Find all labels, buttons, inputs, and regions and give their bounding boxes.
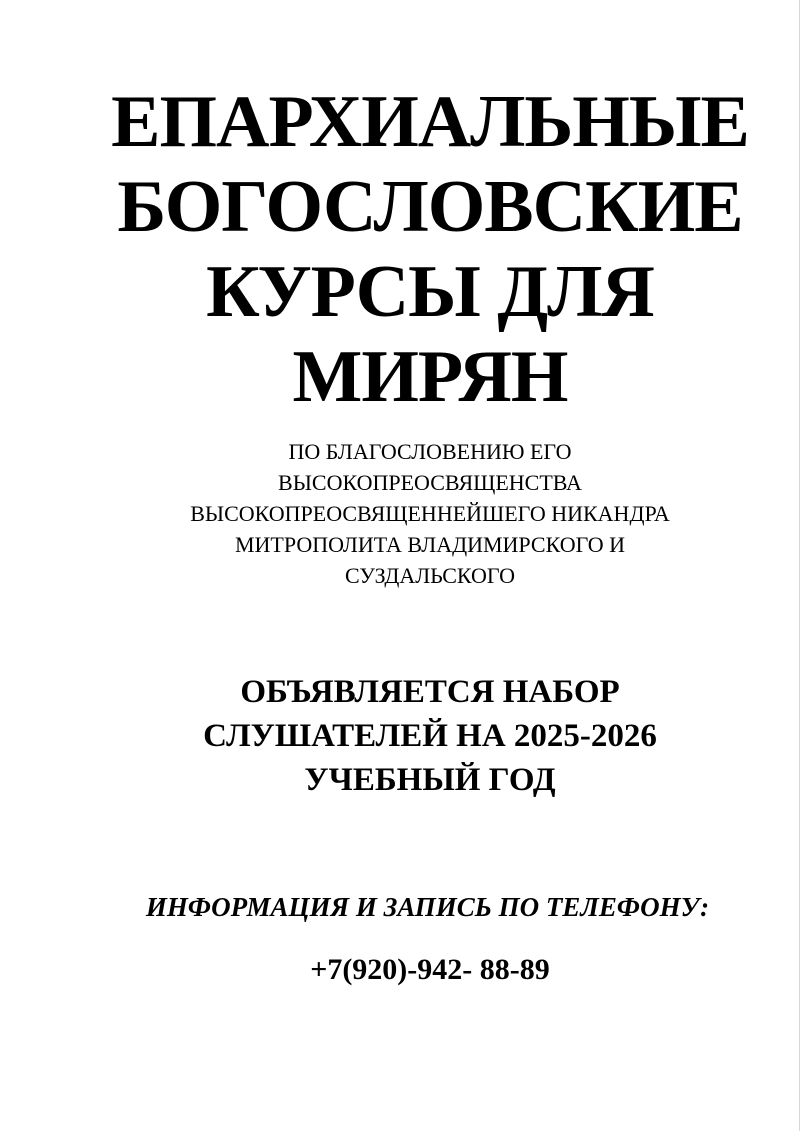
title-line: КУРСЫ ДЛЯ xyxy=(206,251,654,333)
announcement-line: СЛУШАТЕЛЕЙ НА 2025-2026 xyxy=(203,718,657,754)
blessing-line: МИТРОПОЛИТА ВЛАДИМИРСКОГО И xyxy=(234,532,626,557)
blessing-line: ВЫСОКОПРЕОСВЯЩЕННЕЙШЕГО НИКАНДРА xyxy=(190,501,670,526)
title-line: БОГОСЛОВСКИЕ xyxy=(117,166,743,248)
contact-phone: +7(920)-942- 88-89 xyxy=(310,953,550,986)
title-line: ЕПАРХИАЛЬНЫЕ xyxy=(111,81,749,163)
blessing-line: ВЫСОКОПРЕОСВЯЩЕНСТВА xyxy=(278,470,582,495)
title-line: МИРЯН xyxy=(292,336,568,418)
announcement xyxy=(30,670,800,802)
blessing-line: СУЗДАЛЬСКОГО xyxy=(345,563,515,588)
announcement-line: ОБЪЯВЛЯЕТСЯ НАБОР xyxy=(240,674,620,710)
blessing-line: ПО БЛАГОСЛОВЕНИЮ ЕГО xyxy=(288,439,572,464)
contact-info-heading: ИНФОРМАЦИЯ И ЗАПИСЬ ПО ТЕЛЕФОНУ: xyxy=(145,892,710,922)
blessing-text xyxy=(30,436,800,591)
page-title xyxy=(30,80,800,420)
announcement-line: УЧЕБНЫЙ ГОД xyxy=(304,762,556,798)
